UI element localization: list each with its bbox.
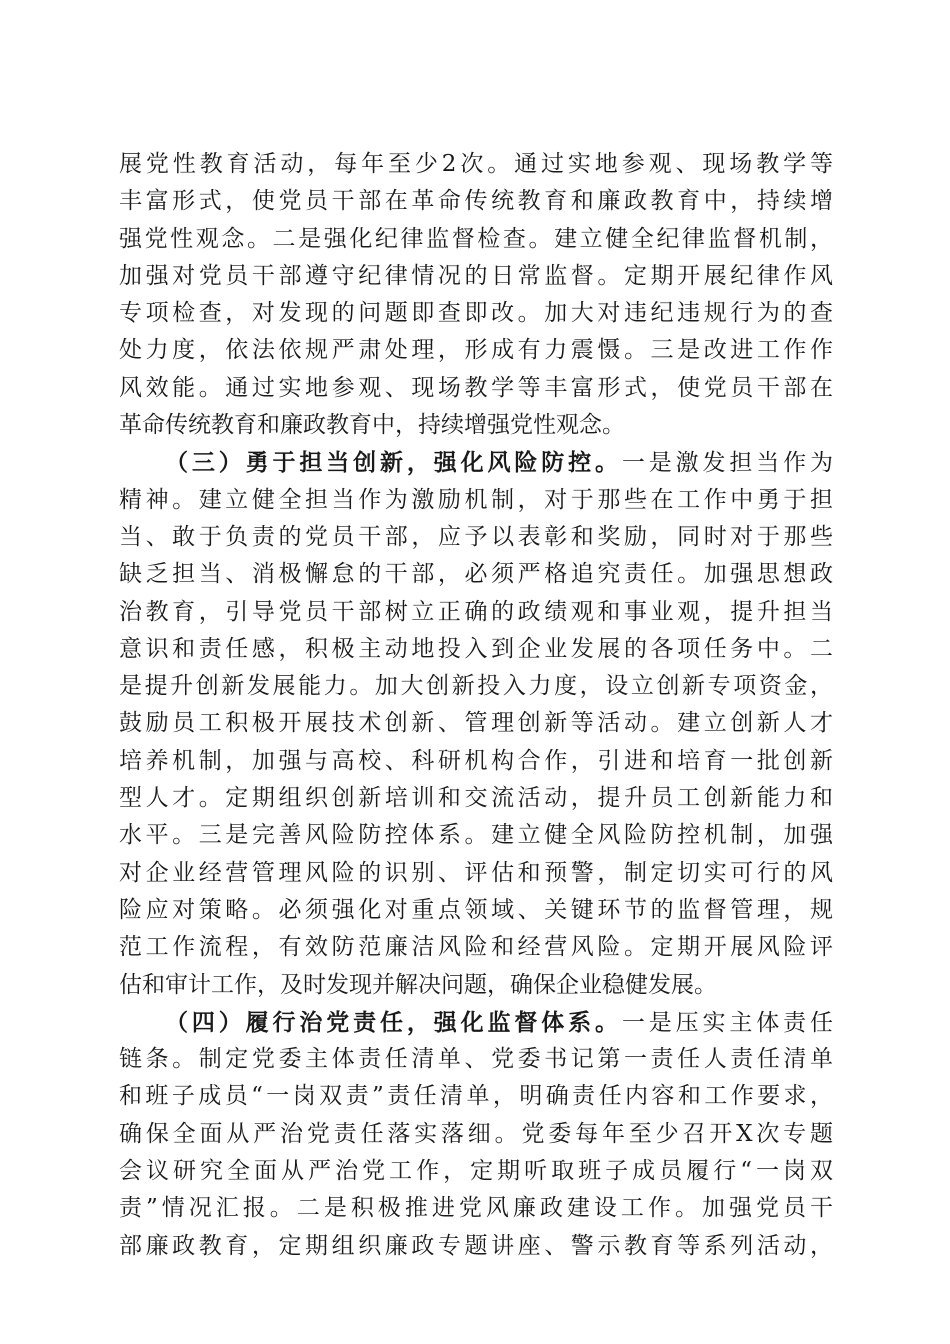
paragraph-1 (119, 146, 833, 444)
text-line: 革命传统教育和廉政教育中，持续增强党性观念。 (119, 412, 625, 439)
text-line: 精神。建立健全担当作为激励机制，对于那些在工作中勇于担 (119, 486, 833, 513)
text-line: 丰富形式，使党员干部在革命传统教育和廉政教育中，持续增 (119, 188, 833, 215)
section-heading: （四）履行治党责任，强化监督体系。 (165, 1008, 622, 1036)
text-line: 风效能。通过实地参观、现场教学等丰富形式，使党员干部在 (119, 374, 833, 401)
text-line: 强党性观念。二是强化纪律监督检查。建立健全纪律监督机制， (119, 225, 833, 252)
text-line: 缺乏担当、消极懈怠的干部，必须严格追究责任。加强思想政 (119, 561, 833, 588)
text-line: 是提升创新发展能力。加大创新投入力度，设立创新专项资金， (119, 673, 833, 700)
text-line: 培养机制，加强与高校、科研机构合作，引进和培育一批创新 (119, 747, 833, 774)
document-page (119, 146, 833, 1265)
text-line: 险应对策略。必须强化对重点领域、关键环节的监督管理，规 (119, 896, 833, 923)
text-line: 意识和责任感，积极主动地投入到企业发展的各项任务中。二 (119, 635, 833, 662)
text-line: 和班子成员“一岗双责”责任清单，明确责任内容和工作要求， (119, 1083, 833, 1110)
text-line: 当、敢于负责的党员干部，应予以表彰和奖励，同时对于那些 (119, 523, 833, 550)
text-line: 专项检查，对发现的问题即查即改。加大对违纪违规行为的查 (119, 300, 833, 327)
text-line: 链条。制定党委主体责任清单、党委书记第一责任人责任清单 (119, 1046, 833, 1073)
text-line: 会议研究全面从严治党工作，定期听取班子成员履行“一岗双 (119, 1158, 833, 1185)
text-line: 展党性教育活动，每年至少2次。通过实地参观、现场教学等 (119, 151, 833, 177)
text-line: 对企业经营管理风险的识别、评估和预警，制定切实可行的风 (119, 859, 833, 886)
text-line: 范工作流程，有效防范廉洁风险和经营风险。定期开展风险评 (119, 934, 833, 961)
text-run: 一是激发担当作为 (621, 450, 833, 477)
text-line: 部廉政教育，定期组织廉政专题讲座、警示教育等系列活动， (119, 1232, 833, 1259)
text-run: 一是压实主体责任 (621, 1009, 833, 1036)
text-line: 加强对党员干部遵守纪律情况的日常监督。定期开展纪律作风 (119, 262, 833, 289)
text-line: 治教育，引导党员干部树立正确的政绩观和事业观，提升担当 (119, 598, 833, 625)
paragraph-first-line (119, 444, 833, 481)
text-line: 水平。三是完善风险防控体系。建立健全风险防控机制，加强 (119, 822, 833, 849)
text-line: 处力度，依法依规严肃处理，形成有力震慑。三是改进工作作 (119, 337, 833, 364)
paragraph-2 (119, 444, 833, 1003)
text-line: 估和审计工作，及时发现并解决问题，确保企业稳健发展。 (119, 971, 717, 998)
section-heading: （三）勇于担当创新，强化风险防控。 (165, 449, 622, 477)
paragraph-3 (119, 1004, 833, 1265)
text-line: 型人才。定期组织创新培训和交流活动，提升员工创新能力和 (119, 785, 833, 812)
paragraph-first-line (119, 1004, 833, 1041)
text-line: 责”情况汇报。二是积极推进党风廉政建设工作。加强党员干 (119, 1195, 833, 1222)
text-line: 确保全面从严治党责任落实落细。党委每年至少召开X次专题 (119, 1120, 833, 1147)
text-line: 鼓励员工积极开展技术创新、管理创新等活动。建立创新人才 (119, 710, 833, 737)
